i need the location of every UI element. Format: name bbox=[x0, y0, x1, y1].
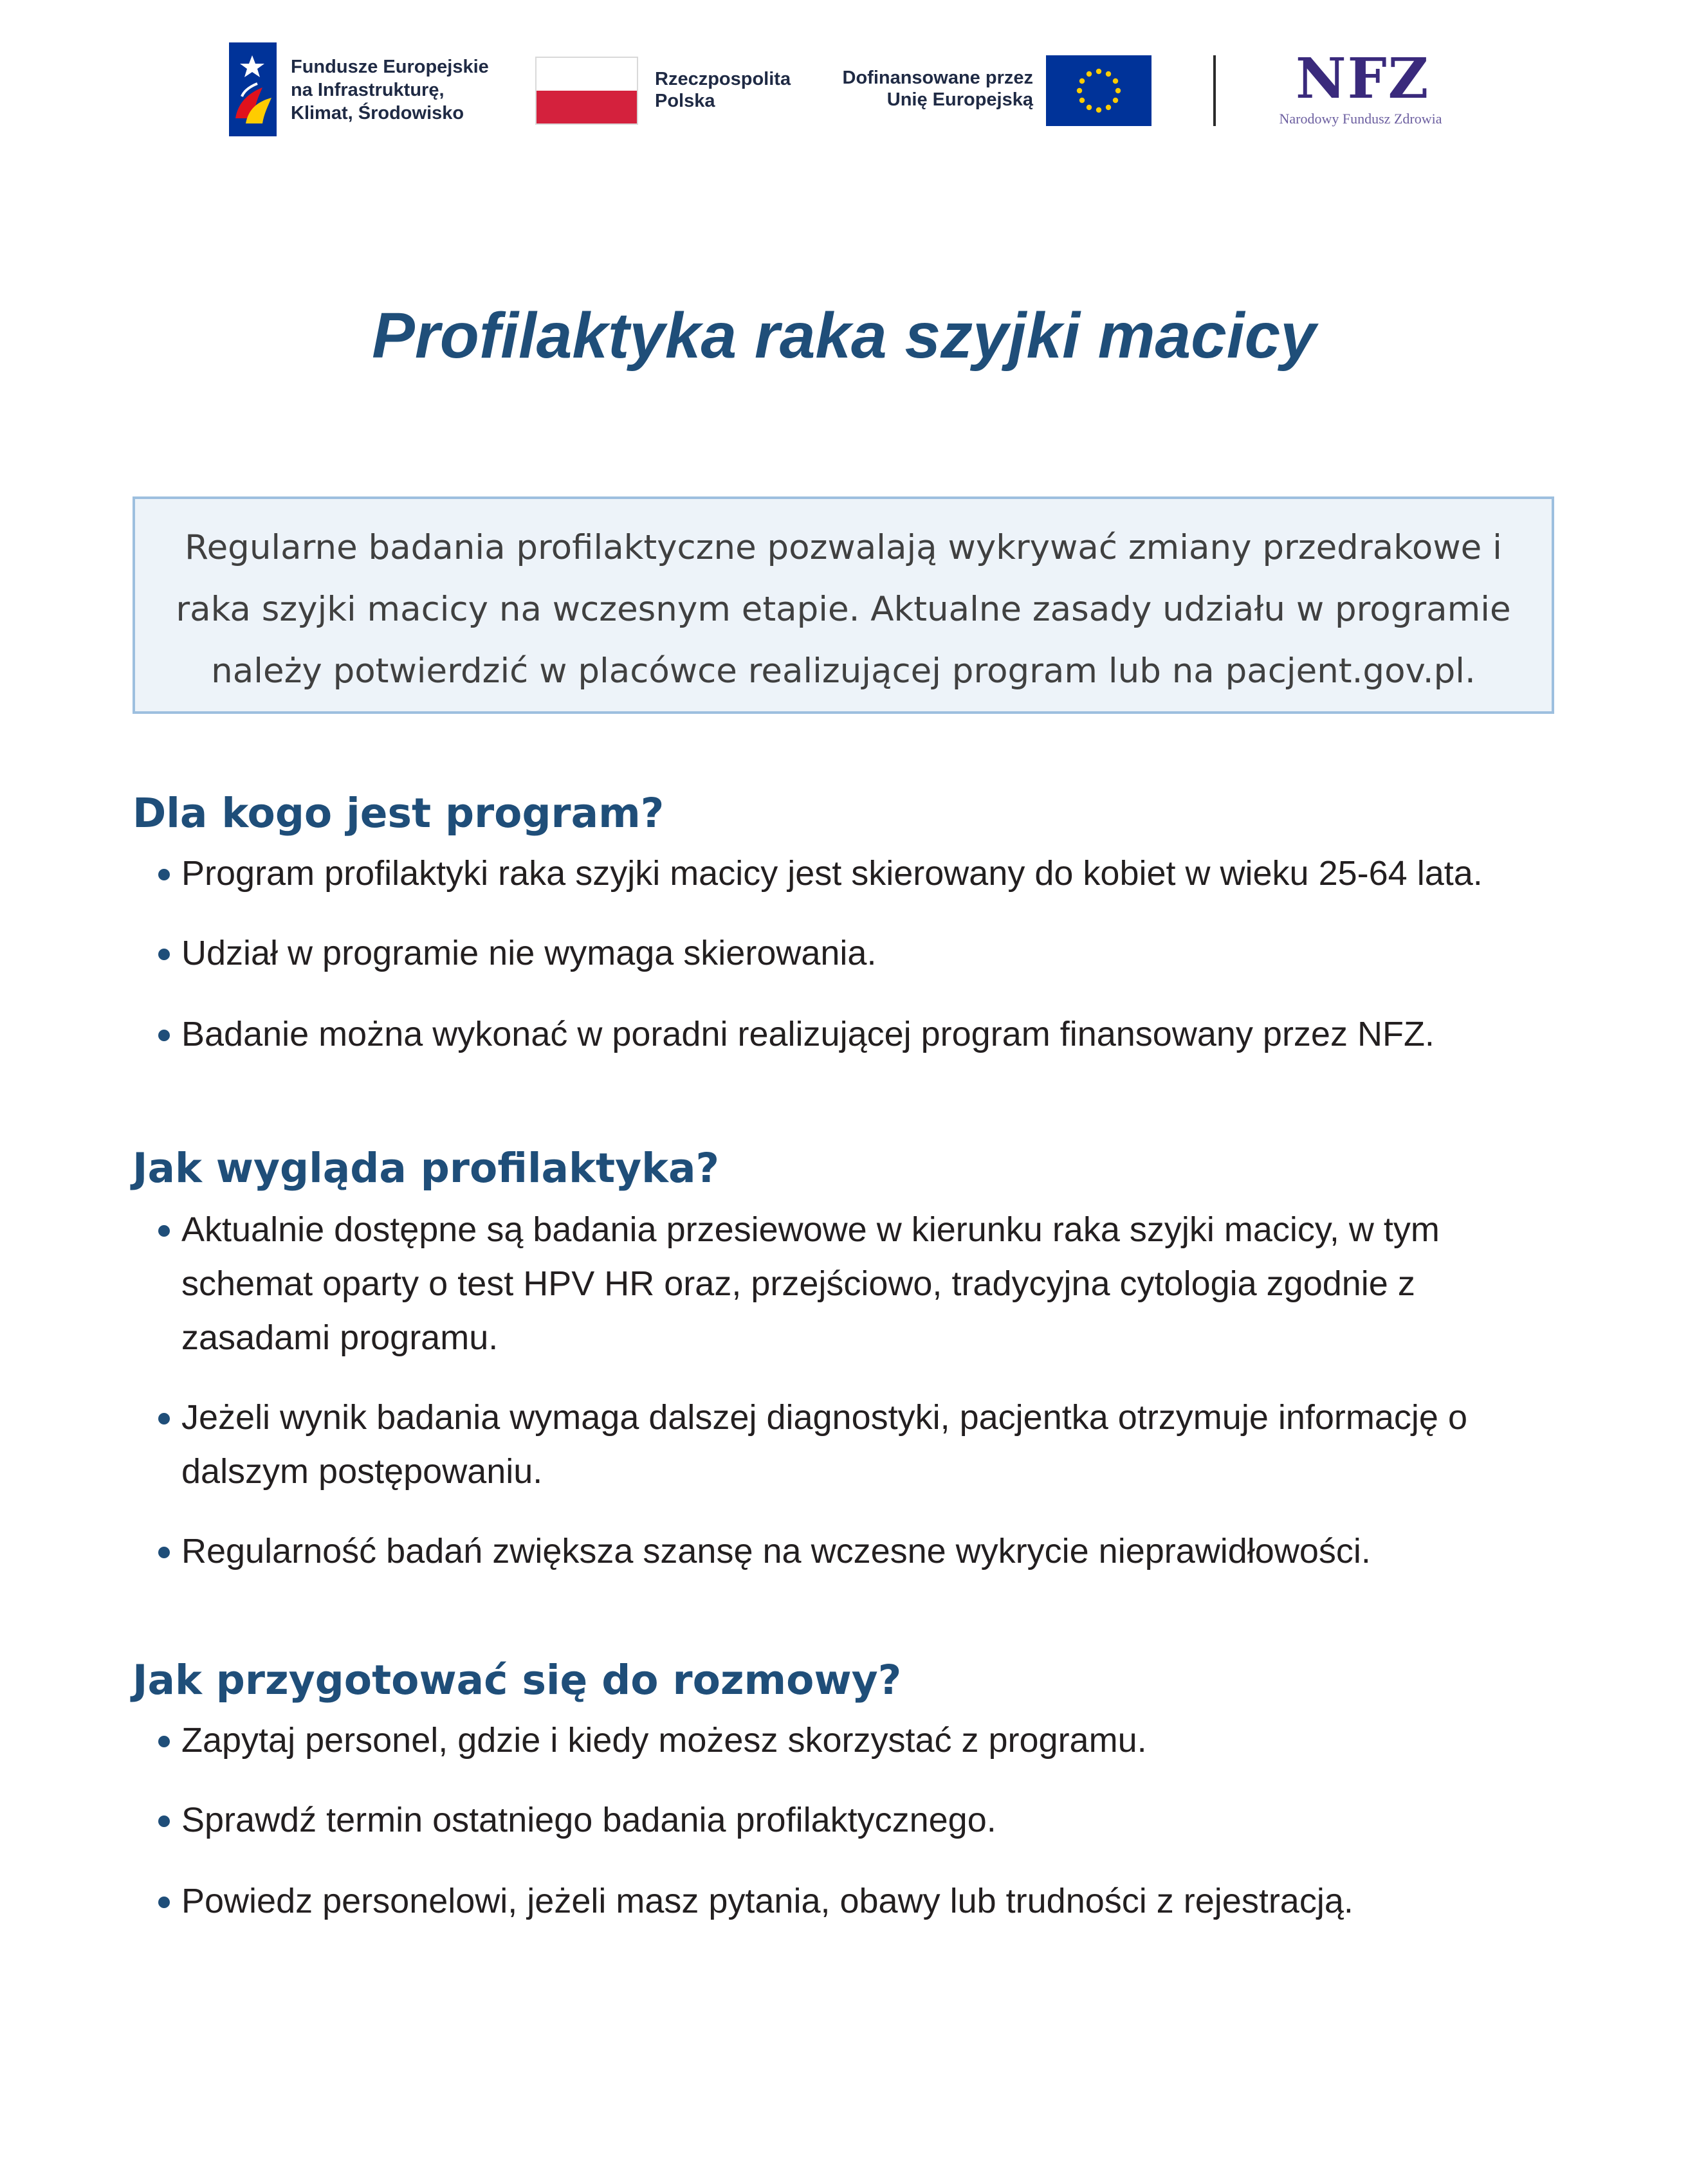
bullet-dot-icon bbox=[158, 1413, 170, 1424]
bullet-dot-icon bbox=[158, 1547, 170, 1558]
list-item bbox=[133, 1793, 1548, 1847]
logo-bar bbox=[0, 0, 1688, 193]
funds-logo-text: Fundusze Europejskie na Infrastrukturę, Klimat, Środowisko bbox=[291, 57, 489, 123]
intro-box bbox=[133, 496, 1554, 714]
list-item-text: Powiedz personelowi, jeżeli masz pytania, obawy lub trudności z rejestracją. bbox=[181, 1882, 1353, 1920]
nfz-logo-mark: NFZ bbox=[1296, 46, 1430, 111]
nfz-logo bbox=[1261, 46, 1460, 132]
section-heading: Dla kogo jest program? bbox=[133, 790, 665, 837]
section-heading: Jak wygląda profilaktyka? bbox=[133, 1145, 720, 1192]
bullet-list bbox=[133, 1203, 1548, 1578]
list-item-text: Regularność badań zwiększa szansę na wczesne wykrycie nieprawidłowości. bbox=[181, 1532, 1371, 1570]
section-heading: Jak przygotować się do rozmowy? bbox=[133, 1657, 902, 1704]
nfz-logo-subtitle: Narodowy Fundusz Zdrowia bbox=[1279, 111, 1442, 127]
funds-emblem-icon bbox=[229, 42, 277, 136]
logo-divider bbox=[1213, 55, 1216, 126]
list-item bbox=[133, 1203, 1548, 1365]
bullet-dot-icon bbox=[158, 949, 170, 960]
bullet-list bbox=[133, 1713, 1548, 1928]
list-item-text: Sprawdź termin ostatniego badania profilaktycznego. bbox=[181, 1801, 996, 1839]
section-what-prevention-looks-like bbox=[133, 1140, 1548, 1578]
list-item-text: Udział w programie nie wymaga skierowania. bbox=[181, 934, 877, 972]
list-item bbox=[133, 926, 1548, 980]
bullet-dot-icon bbox=[158, 1030, 170, 1041]
list-item-text: Badanie można wykonać w poradni realizującej program finansowany przez NFZ. bbox=[181, 1015, 1435, 1053]
eu-cofinancing-logo bbox=[830, 55, 1158, 127]
republic-of-poland-text: Rzeczpospolita Polska bbox=[655, 69, 791, 111]
list-item-text: Aktualnie dostępne są badania przesiewowe w kierunku raka szyjki macicy, w tym schemat oparty o test HPV HR oraz, przejściowo, tradycyjna cytologia zgodnie z zasadami programu. bbox=[181, 1210, 1440, 1357]
intro-text: Regularne badania profilaktyczne pozwalają wykrywać zmiany przedrakowe i raka szyjki macicy na wczesnym etapie. Aktualne zasady udziału w programie należy potwierdzić w placówce realizującej program lub na pacjent.gov.pl. bbox=[176, 528, 1511, 691]
funds-logo bbox=[229, 42, 499, 138]
list-item-text: Jeżeli wynik badania wymaga dalszej diagnostyki, pacjentka otrzymuje informację o dalszym postępowaniu. bbox=[181, 1398, 1467, 1491]
list-item bbox=[133, 846, 1548, 900]
list-item bbox=[133, 1390, 1548, 1498]
bullet-list bbox=[133, 846, 1548, 1061]
polish-flag-icon bbox=[535, 57, 638, 125]
list-item bbox=[133, 1007, 1548, 1061]
list-item bbox=[133, 1874, 1548, 1928]
eu-cofinancing-text: Dofinansowane przez Unię Europejską bbox=[842, 68, 1033, 110]
list-item bbox=[133, 1713, 1548, 1767]
list-item bbox=[133, 1524, 1548, 1578]
section-who-is-it-for bbox=[133, 785, 1548, 1061]
republic-of-poland-logo bbox=[535, 57, 805, 126]
bullet-dot-icon bbox=[158, 1815, 170, 1827]
bullet-dot-icon bbox=[158, 1736, 170, 1747]
page-title: Profilaktyka raka szyjki macicy bbox=[372, 300, 1316, 372]
bullet-dot-icon bbox=[158, 869, 170, 880]
list-item-text: Program profilaktyki raka szyjki macicy jest skierowany do kobiet w wieku 25-64 lata. bbox=[181, 854, 1483, 893]
section-how-to-prepare bbox=[133, 1652, 1548, 1928]
bullet-dot-icon bbox=[158, 1897, 170, 1908]
eu-flag-icon bbox=[1046, 55, 1151, 126]
bullet-dot-icon bbox=[158, 1225, 170, 1237]
list-item-text: Zapytaj personel, gdzie i kiedy możesz skorzystać z programu. bbox=[181, 1721, 1147, 1760]
